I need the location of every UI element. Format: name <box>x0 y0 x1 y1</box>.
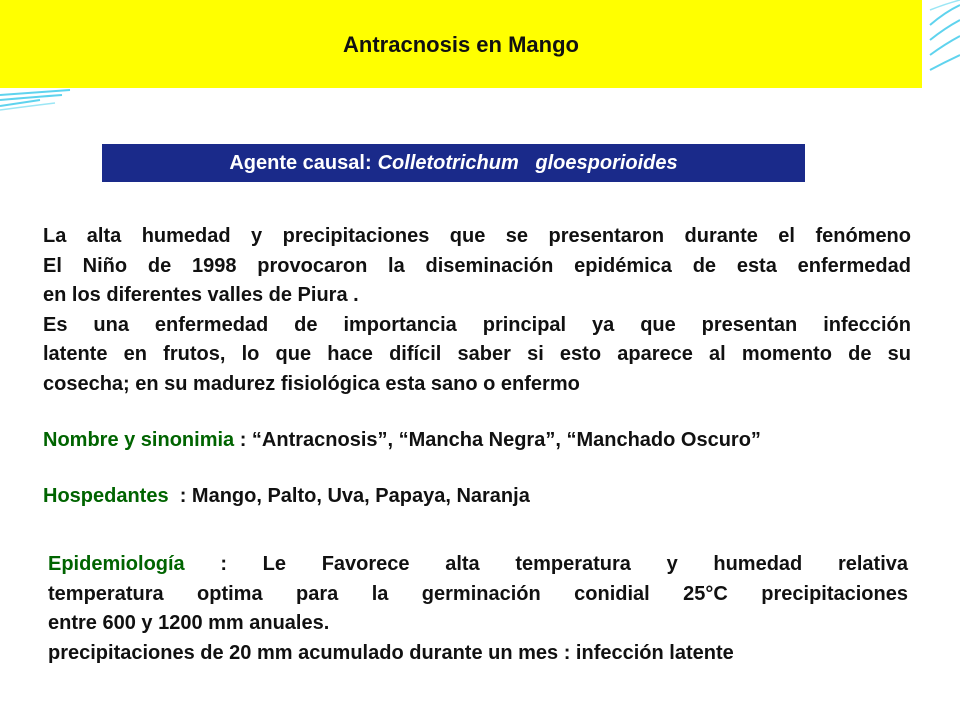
synonyms-row <box>43 426 923 456</box>
causal-agent-species: Colletotrichum gloesporioides <box>377 151 678 174</box>
causal-agent-label: Agente causal: <box>229 151 372 174</box>
epidemiology-paragraph <box>48 550 908 668</box>
epidemiology-label: Epidemiología <box>48 553 185 575</box>
description-line: latente en frutos, lo que hace difícil saber si esto aparece al momento de su <box>43 343 911 365</box>
description-paragraph <box>43 222 911 399</box>
epidemiology-first-line: : Le Favorece alta temperatura y humedad relativa <box>184 553 908 575</box>
synonyms-value: : “Antracnosis”, “Mancha Negra”, “Manchado Oscuro” <box>234 429 761 451</box>
slide-title: Antracnosis en Mango <box>343 32 579 57</box>
hosts-row <box>43 482 923 512</box>
epidemiology-line: temperatura optima para la germinación conidial 25°C precipitaciones <box>48 582 908 605</box>
causal-agent-box <box>102 144 805 182</box>
hosts-label: Hospedantes <box>43 485 169 507</box>
synonyms-label: Nombre y sinonimia <box>43 429 235 451</box>
epidemiology-line: entre 600 y 1200 mm anuales. <box>48 612 330 634</box>
description-line: cosecha; en su madurez fisiológica esta sano o enfermo <box>43 372 580 395</box>
epidemiology-line <box>48 550 908 580</box>
epidemiology-line: precipitaciones de 20 mm acumulado durante un mes : infección latente <box>48 641 734 664</box>
hosts-value: : Mango, Palto, Uva, Papaya, Naranja <box>168 485 530 507</box>
title-bar <box>0 0 922 88</box>
description-line: La alta humedad y precipitaciones que se presentaron durante el fenómeno <box>43 225 911 247</box>
description-line: El Niño de 1998 provocaron la diseminación epidémica de esta enfermedad <box>43 254 911 277</box>
description-line: en los diferentes valles de Piura . <box>43 284 359 306</box>
description-line: Es una enfermedad de importancia principal ya que presentan infección <box>43 313 911 336</box>
